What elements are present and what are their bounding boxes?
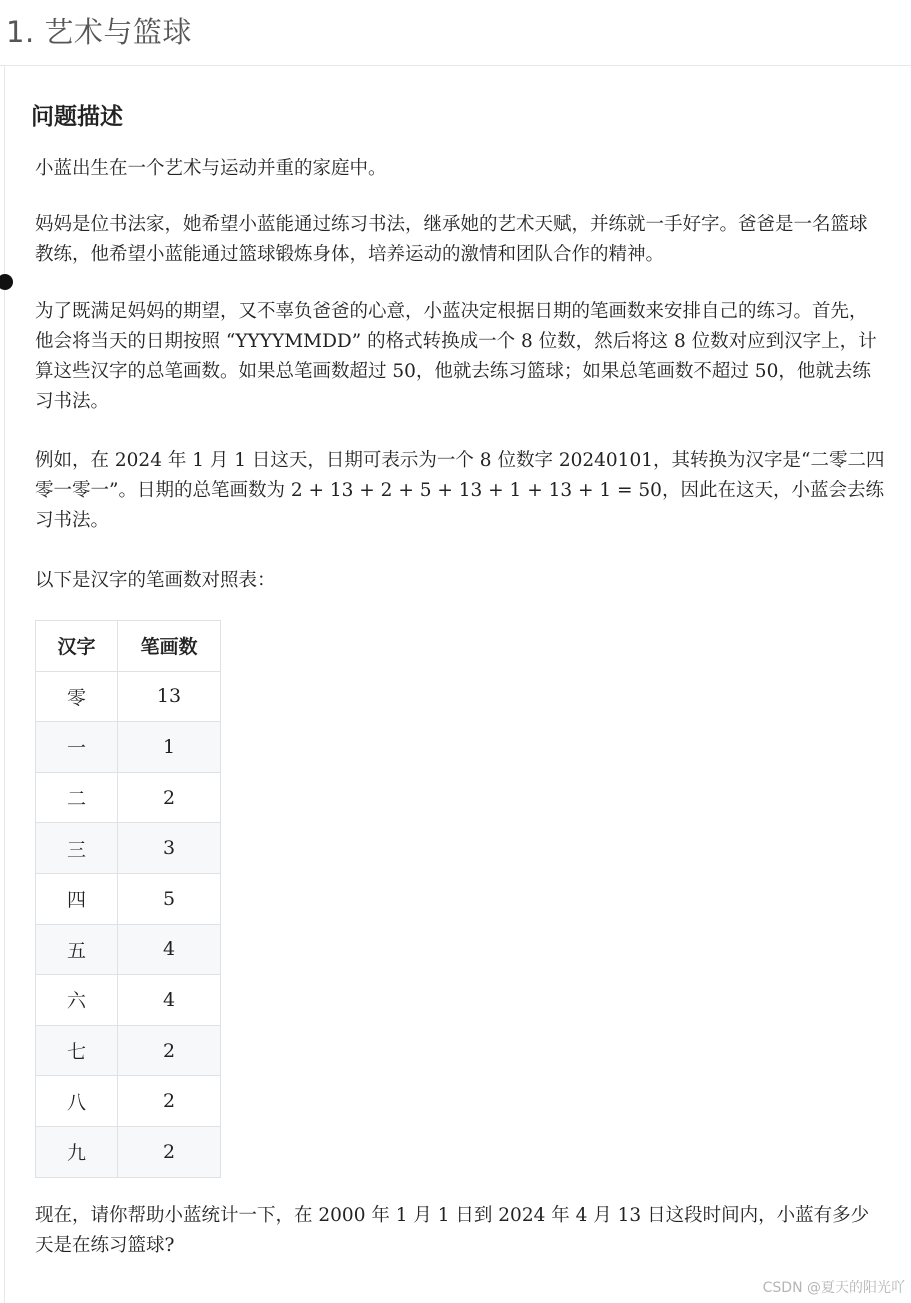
cell-character: 一 (36, 722, 118, 773)
cell-character: 六 (36, 975, 118, 1026)
table-row (36, 772, 221, 823)
paragraph-table-intro: 以下是汉字的笔画数对照表： (35, 570, 276, 591)
cell-character: 五 (36, 924, 118, 975)
cell-character: 八 (36, 1076, 118, 1127)
paragraph-example: 例如，在 2024 年 1 月 1 日这天，日期可表示为一个 8 位数字 20240101，其转换为汉字是“二零二四零一零一”。日期的总笔画数为 2 + 13 + 2 + 5 + 13 + 1 + 13 + 1 = 50，因此在这天，小蓝会去练习书法。 (35, 450, 885, 531)
table-row (36, 823, 221, 874)
cell-character: 七 (36, 1025, 118, 1076)
paragraph-parents: 妈妈是位书法家，她希望小蓝能通过练习书法，继承她的艺术天赋，并练就一手好字。爸爸是一名篮球教练，他希望小蓝能通过篮球锻炼身体，培养运动的激情和团队合作的精神。 (35, 214, 868, 265)
cell-character: 九 (36, 1126, 118, 1177)
table-row (36, 1076, 221, 1127)
cell-stroke-count: 3 (118, 823, 221, 874)
page-title: 1. 艺术与篮球 (6, 15, 192, 49)
cell-stroke-count: 4 (118, 924, 221, 975)
cell-stroke-count: 2 (118, 1076, 221, 1127)
side-marker-icon (0, 274, 13, 290)
cell-character: 零 (36, 671, 118, 722)
table-row (36, 1126, 221, 1177)
header-stroke-count: 笔画数 (118, 621, 221, 672)
cell-character: 四 (36, 873, 118, 924)
section-heading: 问题描述 (31, 104, 123, 130)
paragraph-question: 现在，请你帮助小蓝统计一下，在 2000 年 1 月 1 日到 2024 年 4 月 13 日这段时间内，小蓝有多少天是在练习篮球? (35, 1205, 870, 1256)
cell-character: 三 (36, 823, 118, 874)
cell-stroke-count: 2 (118, 1025, 221, 1076)
stroke-count-table (35, 620, 221, 1178)
cell-stroke-count: 2 (118, 1126, 221, 1177)
paragraph-intro: 小蓝出生在一个艺术与运动并重的家庭中。 (35, 158, 387, 179)
cell-stroke-count: 2 (118, 772, 221, 823)
paragraph-rule: 为了既满足妈妈的期望，又不辜负爸爸的心意，小蓝决定根据日期的笔画数来安排自己的练习。首先，他会将当天的日期按照 “YYYYMMDD” 的格式转换成一个 8 位数，然后将这 8 位数对应到汉字上，计算这些汉字的总笔画数。如果总笔画数超过 50，他就去练习篮球；如果总笔画数不超过 50，他就去练习书法。 (35, 301, 877, 412)
watermark: CSDN @夏天的阳光吖 (762, 1280, 905, 1296)
table-row (36, 975, 221, 1026)
header-character: 汉字 (36, 621, 118, 672)
table-row (36, 1025, 221, 1076)
table-row (36, 924, 221, 975)
cell-stroke-count: 5 (118, 873, 221, 924)
cell-stroke-count: 1 (118, 722, 221, 773)
table-row (36, 722, 221, 773)
table-row (36, 873, 221, 924)
table-row (36, 671, 221, 722)
cell-stroke-count: 4 (118, 975, 221, 1026)
title-bar (0, 0, 911, 66)
cell-character: 二 (36, 772, 118, 823)
table-header-row (36, 621, 221, 672)
cell-stroke-count: 13 (118, 671, 221, 722)
